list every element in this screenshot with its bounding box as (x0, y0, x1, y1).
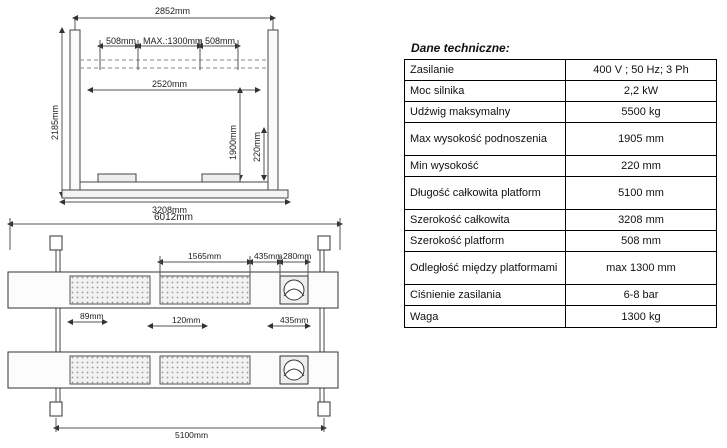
spec-value: 3208 mm (566, 210, 717, 231)
spec-row (405, 156, 717, 177)
spec-label: Waga (405, 306, 566, 328)
dim-height: 2185mm (50, 104, 60, 140)
dim-1565: 1565mm (188, 251, 222, 261)
dim-height-220: 220mm (252, 131, 262, 162)
front-view-labels (50, 6, 262, 215)
spec-label: Odległość między platformami (405, 252, 566, 285)
dim-435-top: 435mm (254, 251, 283, 261)
dim-height-1900: 1900mm (228, 124, 238, 160)
dim-base-width: 3208mm (152, 205, 188, 215)
dim-280: 280mm (283, 251, 312, 261)
spec-value: max 1300 mm (566, 252, 717, 285)
dim-spacing-right: 508mm (205, 36, 236, 46)
spec-row (405, 177, 717, 210)
dim-overall-width: 2852mm (155, 6, 191, 16)
dim-overall-length: 6012mm (154, 212, 193, 223)
dim-inner-width: 2520mm (152, 79, 188, 89)
dim-spacing-max: MAX.:1300mm (143, 36, 203, 46)
spec-value: 6-8 bar (566, 285, 717, 306)
spec-row (405, 231, 717, 252)
spec-label: Szerokość platform (405, 231, 566, 252)
dim-spacing-left: 508mm (106, 36, 137, 46)
spec-row (405, 252, 717, 285)
dim-platform-length: 5100mm (175, 430, 209, 440)
specs-title: Dane techniczne: (411, 41, 510, 55)
specs-table (404, 59, 717, 328)
spec-row (405, 285, 717, 306)
spec-row (405, 102, 717, 123)
spec-label: Udźwig maksymalny (405, 102, 566, 123)
dim-89: 89mm (80, 311, 104, 321)
spec-row (405, 306, 717, 328)
spec-value: 5500 kg (566, 102, 717, 123)
spec-value: 508 mm (566, 231, 717, 252)
spec-value: 5100 mm (566, 177, 717, 210)
spec-label: Długość całkowita platform (405, 177, 566, 210)
spec-label: Min wysokość (405, 156, 566, 177)
spec-row (405, 60, 717, 81)
spec-value: 400 V ; 50 Hz; 3 Ph (566, 60, 717, 81)
spec-row (405, 81, 717, 102)
dim-435-bottom: 435mm (280, 315, 309, 325)
spec-value: 2,2 kW (566, 81, 717, 102)
spec-label: Zasilanie (405, 60, 566, 81)
spec-label: Moc silnika (405, 81, 566, 102)
spec-row (405, 123, 717, 156)
spec-label: Max wysokość podnoszenia (405, 123, 566, 156)
spec-label: Ciśnienie zasilania (405, 285, 566, 306)
spec-value: 1905 mm (566, 123, 717, 156)
spec-row (405, 210, 717, 231)
spec-value: 220 mm (566, 156, 717, 177)
spec-value: 1300 kg (566, 306, 717, 328)
spec-label: Szerokość całkowita (405, 210, 566, 231)
dim-120: 120mm (172, 315, 201, 325)
